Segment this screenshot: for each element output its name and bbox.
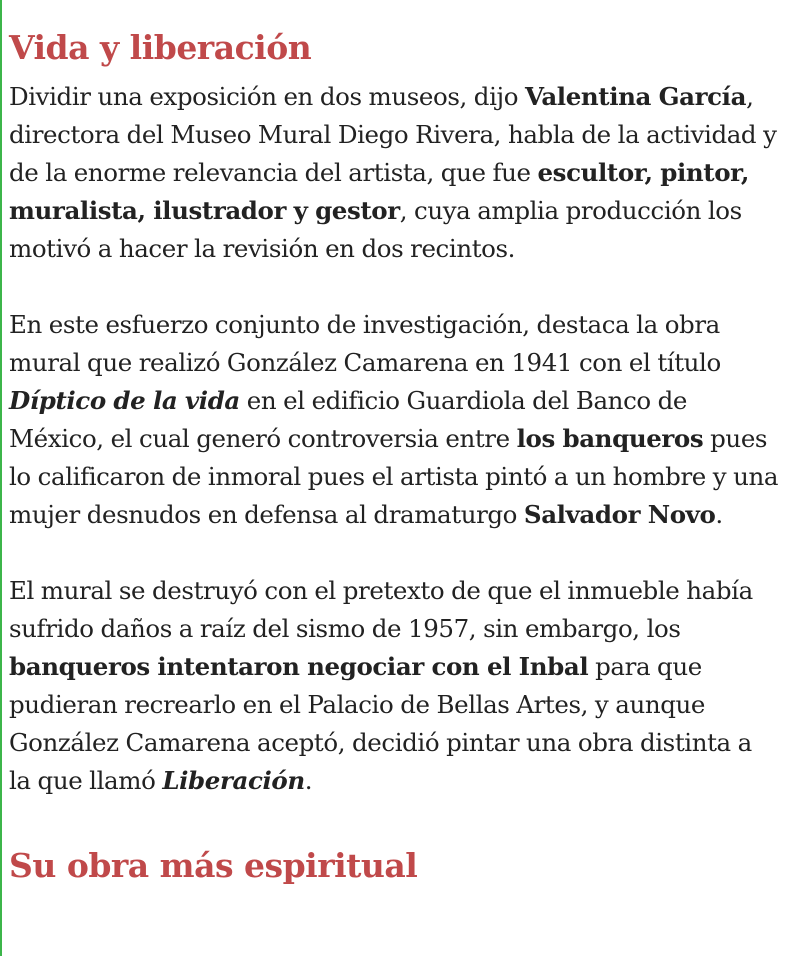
italic-title: Liberación [162,766,305,795]
text-run: En este esfuerzo conjunto de investigación, destaca la obra mural que realizó González Camarena en 1941 con el título [9,310,721,377]
left-border-rule [0,0,2,956]
text-run: . [304,766,313,795]
text-run: , directora del Museo Mural Diego Rivera, habla de la actividad y de la enorme relevancia del artista, que fue [9,82,777,187]
italic-title: Díptico de la vida [9,386,240,415]
text-run: Dividir una exposición en dos museos, dijo [9,82,525,111]
section-heading-vida-y-liberacion: Vida y liberación [9,28,312,67]
bold-los-banqueros: los banqueros [516,424,704,453]
paragraph-1 [9,78,779,268]
bold-banqueros-inbal: banqueros intentaron negociar con el Inbal [9,652,589,681]
text-run: , cuya amplia producción los motivó a hacer la revisión en dos recintos. [9,196,742,263]
bold-valentina-garcia: Valentina García [524,82,747,111]
text-run: El mural se destruyó con el pretexto de que el inmueble había sufrido daños a raíz del sismo de 1957, sin embargo, los [9,576,753,643]
bold-italic-diptico-de-la-vida [9,386,240,415]
bold-artist-roles: escultor, pintor, muralista, ilustrador y gestor [9,158,750,225]
text-run: para que pudieran recrearlo en el Palacio de Bellas Artes, y aunque González Camarena aceptó, decidió pintar una obra distinta a la que llamó [9,652,752,795]
text-run: pues lo calificaron de inmoral pues el artista pintó a un hombre y una mujer desnudos en defensa al dramaturgo [9,424,779,529]
text-run: . [715,500,723,529]
bold-salvador-novo: Salvador Novo [523,500,716,529]
paragraph-2 [9,306,779,534]
paragraph-3 [9,572,779,800]
text-run: en el edificio Guardiola del Banco de México, el cual generó controversia entre [9,386,688,453]
bold-italic-liberacion [162,766,304,795]
article-body [9,22,779,892]
section-heading-su-obra-mas-espiritual: Su obra más espiritual [9,846,418,885]
